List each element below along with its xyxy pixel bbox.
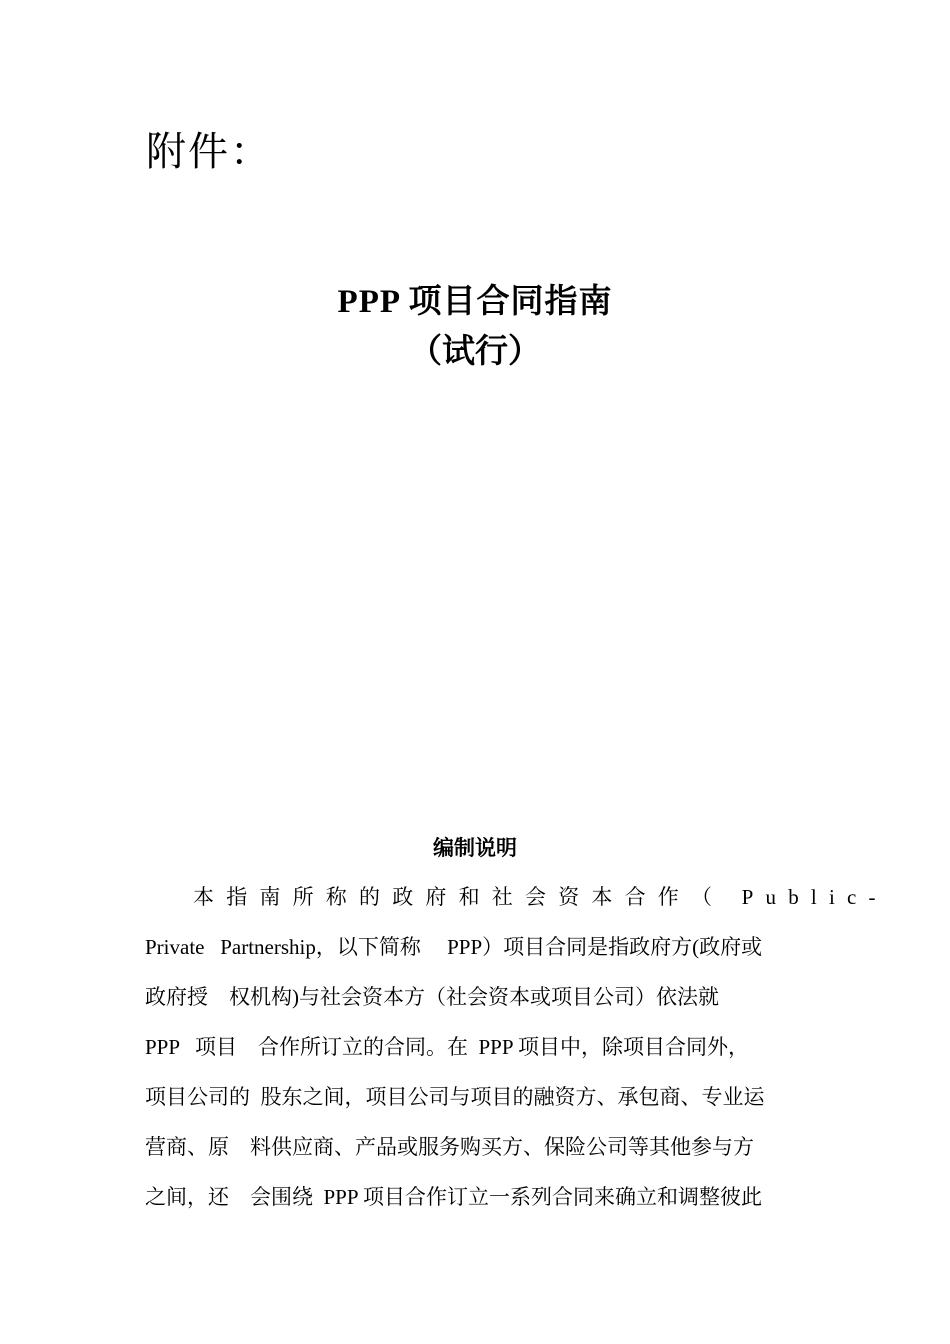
- body-text-line: 之间，还 会围绕 PPP 项目合作订立一系列合同来确立和调整彼此: [145, 1185, 763, 1209]
- body-text-line: 本指南所称的政府和社会资本合作（ Public-: [193, 885, 888, 909]
- document-title: PPP 项目合同指南: [337, 284, 613, 320]
- document-subtitle: （试行）: [409, 334, 541, 370]
- body-text-line: 营商、原 料供应商、产品或服务购买方、保险公司等其他参与方: [145, 1135, 754, 1159]
- body-text-line: PPP 项目 合作所订立的合同。在 PPP 项目中，除项目合同外，: [145, 1035, 750, 1059]
- body-text-line: Private Partnership，以下简称 PPP）项目合同是指政府方(政府或: [145, 935, 763, 959]
- body-text-line: 项目公司的 股东之间，项目公司与项目的融资方、承包商、专业运: [145, 1085, 765, 1109]
- attachment-label: 附件：: [146, 129, 272, 175]
- body-text-line: 政府授 权机构)与社会资本方（社会资本或项目公司）依法就: [145, 985, 719, 1009]
- section-heading: 编制说明: [433, 836, 517, 860]
